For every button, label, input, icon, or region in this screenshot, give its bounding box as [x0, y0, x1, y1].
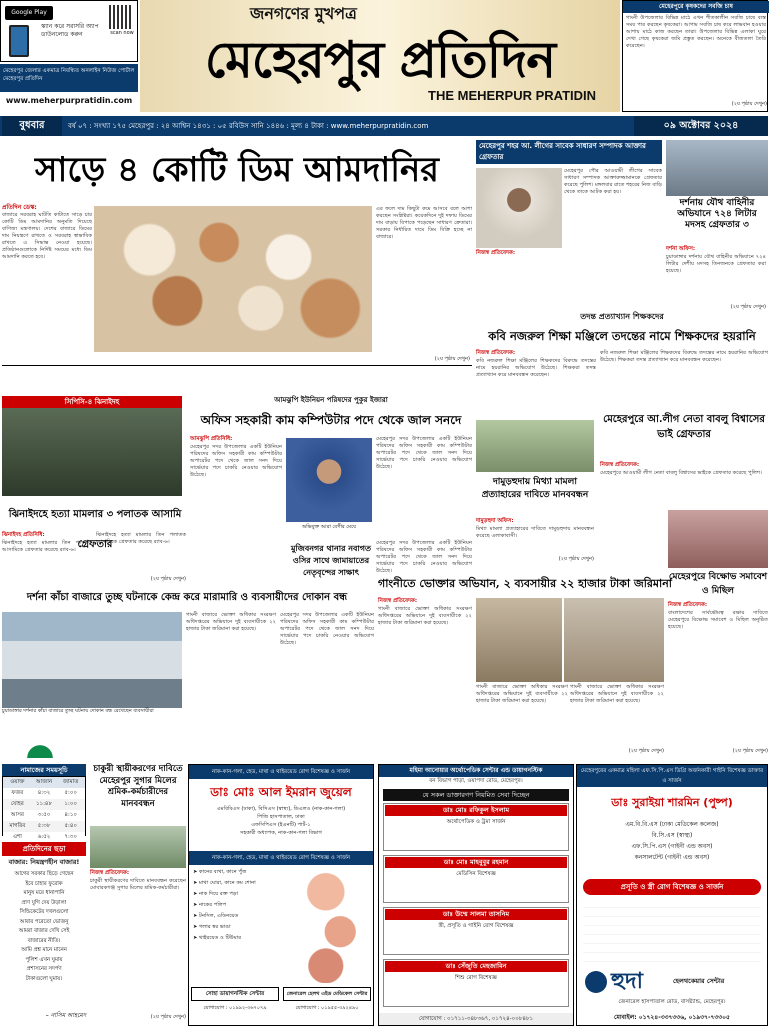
kobi-text: কবি নজরুল শিক্ষা মঞ্জিলের শিক্ষকদের বিরুদ্ধে তদন্তের নামে হয়রানির অভিযোগ উঠেছে। শিক্ষকরা তদন্ত প্রত্যাখ্যান করে মানববন্ধন করেছেন।: [476, 358, 596, 378]
ent-service-item: ➤ কানের ব্যথা, কানে পুঁজ: [193, 869, 247, 875]
damudhya-more[interactable]: (২য় পৃষ্ঠায় দেখুন): [558, 556, 594, 562]
akter-photo: [476, 168, 562, 248]
gangni-byline: নিজস্ব প্রতিবেদক:: [378, 598, 418, 604]
right-top-byline: নিজস্ব প্রতিবেদক:: [476, 250, 516, 256]
market-text2: মেহেরপুর সদর উপজেলার একটি ইউনিয়ন পরিষদের অফিস সহকারী কাম কম্পিউটার অপারেটর পদে থেকে জাল সনদ দিয়ে সার্ভেয়ার পদে চাকরি নেওয়ার অভিযোগ উঠেছে।: [280, 612, 374, 646]
date-bar: [0, 116, 768, 136]
leader-byline: নিজস্ব প্রতিবেদক:: [600, 462, 640, 468]
lead-headline[interactable]: সাড়ে ৪ কোটি ডিম আমদানির: [35, 150, 439, 190]
mohima-doctor-name[interactable]: ডাঃ সেঁজুতি মেহজাবিন: [385, 961, 567, 972]
ent-service-item: ➤ নাকের পলিপ: [193, 902, 227, 908]
poem-line: ইবে চাহার ফুরোক: [25, 880, 63, 887]
teachers-photo: [90, 826, 186, 868]
suraiya-specialty: প্রসূতি ও স্ত্রী রোগ বিশেষজ্ঞ ও সার্জন: [583, 879, 761, 895]
right-top-text: মেহেরপুর পৌর আওয়ামী লীগের সাবেক সাধারণ সম্পাদক আক্তারুজ্জামানকে গ্রেফতার করেছে পুলিশ। মঙ্গলবার রাতে শহরের নিজ বাড়ি থেকে তাকে আটক করা হয়।: [564, 168, 662, 195]
masthead: [0, 0, 768, 114]
namaz-cell: জামাত: [63, 779, 79, 785]
liquor-photo: [666, 140, 768, 196]
namaz-cell: মাগরিব: [9, 823, 26, 829]
mohima-doctor-spec: মেডিসিন বিশেষজ্ঞ: [456, 871, 496, 877]
namaz-cell: ৪:৩২: [37, 790, 51, 796]
right-box: [622, 0, 768, 112]
weekday: বুধবার: [2, 116, 62, 136]
damudhya-byline: দামুড়হুদা অফিস:: [476, 518, 514, 524]
qr-code-icon[interactable]: [109, 5, 133, 29]
namaz-row: [3, 788, 85, 799]
namaz-row: [3, 799, 85, 810]
leader-intro: কবি নজরুল শিক্ষা মঞ্জিলের শিক্ষকদের বিরুদ্ধে তদন্তের নামে হয়রানির অভিযোগ উঠেছে। শিক্ষকরা তদন্ত প্রত্যাখ্যান করে মানববন্ধন করেছেন।: [600, 350, 768, 363]
woman-photo: [286, 438, 372, 522]
protest-photo: [668, 510, 768, 568]
tagline: জনগণের মুখপত্র: [250, 4, 357, 23]
ent-chamber1: সোহা ডায়াগনস্টিক সেন্টার: [191, 987, 279, 1001]
gangni-more[interactable]: (২য় পৃষ্ঠায় দেখুন): [628, 748, 664, 754]
mohima-doctor-name[interactable]: ডাঃ উম্মে সালমা তাসনিম: [385, 909, 567, 920]
namaz-cell: ১১:৪৮: [35, 801, 53, 807]
namaz-row: [3, 810, 85, 821]
gangni-text: গাংনী বাজারে ভোক্তা অধিকার সংরক্ষণ অধিদপ্তরের অভিযানে দুই ব্যবসায়ীকে ২২ হাজার টাকা জরিমানা করা হয়েছে।: [378, 606, 472, 626]
mohima-doctor-card: [383, 803, 569, 851]
ent-service-item: ➤ গলার স্বর ভাঙা: [193, 924, 231, 930]
lead-byline: প্রতিদিন ডেস্ক:: [2, 204, 37, 211]
ent-ad: [188, 764, 374, 1026]
namaz-cell: আসর: [10, 812, 24, 818]
namaz-cell: ৩:৫০: [37, 812, 51, 818]
ent-degrees: এমবিবিএস (ঢাকা), বিসিএস (স্বাস্থ্য), ডিএলও (নাক-কান-গলা) পিজি হাসপাতাল, ঢাকা এফসিপিএস (ইএনটি) পার্ট-১ সহকারী অধ্যাপক, নাক-কান-গলা বিভাগ: [216, 806, 346, 836]
damudhya-text: মিথ্যা মামলা প্রত্যাহারের দাবিতে দামুড়হুদায় মানববন্ধন করেছে এলাকাবাসী।: [476, 526, 594, 539]
vgf-more[interactable]: (২য় পৃষ্ঠায় দেখুন): [730, 304, 766, 310]
namaz-table: [2, 776, 86, 840]
vgf-byline: দর্শনা অফিস:: [666, 246, 696, 252]
eggs-photo: [94, 206, 372, 352]
murder-more[interactable]: (২য় পৃষ্ঠায় দেখুন): [150, 576, 186, 582]
poem-line: আবার পরেতো ভোজনু: [19, 918, 69, 925]
sales-kicker: আমঝুপি ইউনিয়ন পরিষদের পুকুর ইজারা: [274, 396, 388, 404]
ent-section2: নাক-কান-গলা, হেড, মাথা ও থাইরয়েড রোগ বিশেষজ্ঞ ও সার্জন: [189, 851, 373, 865]
gangni-photo-1: [476, 598, 562, 682]
mohima-doctor-card: [383, 907, 569, 955]
namaz-cell: ৫:০০: [64, 790, 77, 796]
website-label[interactable]: www.meherpurpratidin.com: [5, 96, 133, 105]
namaz-cell: ৪:১০: [64, 812, 77, 818]
left-strip: মেহেরপুর জেলার একমাত্র নিবন্ধিত অনলাইন নিউজ পোর্টাল মেহেরপুর প্রতিদিন: [0, 64, 138, 92]
ent-service-item: ➤ নাক দিয়ে রক্ত পড়া: [193, 891, 239, 897]
mohima-doctor-spec: স্ত্রী, প্রসূতি ও গাইনি রোগ বিশেষজ্ঞ: [438, 923, 514, 929]
kobi-photo: [476, 420, 594, 472]
right-top-head[interactable]: মেহেরপুর শহর আ. লীগের সাবেক সাধারণ সম্পাদক আক্তার গ্রেফতার: [476, 140, 662, 164]
leader-headline[interactable]: মেহেরপুরে আ.লীগ নেতা বাবলু বিশ্বাসের ভাই গ্রেফতার: [603, 414, 765, 440]
namaz-cell: ওয়াক্ত: [10, 779, 25, 785]
market-headline[interactable]: দর্শনা কাঁচা বাজারে তুচ্ছ ঘটনাকে কেন্দ্র করে মারামারি ও ব্যবসায়ীদের দোকান বন্ধ: [26, 592, 348, 603]
namaz-header-row: [3, 777, 85, 788]
english-title: THE MEHERPUR PRATIDIN: [428, 88, 597, 103]
rule-lead: [2, 365, 472, 366]
mohima-doctor-name[interactable]: ডাঃ মোঃ মাহবুবুর রহমান: [385, 857, 567, 868]
suraiya-top: মেহেরপুরের একমাত্র মহিলা এফ.সি.পি.এস ডিগ্রি অর্জনকারী গাইনি বিশেষজ্ঞ ডাক্তার ও সার্জন: [577, 765, 767, 787]
murder-headline[interactable]: ঝিনাইদহে হত্যা মামলার ৩ পলাতক আসামি গ্রেফতার: [8, 509, 182, 550]
right-box-text: গাংনী উপজেলার বিভিন্ন মাঠে এখন শীতকালীন সবজি চাষে ব্যস্ত সময় পার করছেন কৃষকেরা। আগাম সবজি চাষ করে লাভবান হওয়ার আশায় মাঠে কাজ করছেন তারা। উপজেলার বিভিন্ন এলাকা ঘুরে দেখা গেছে কৃষকেরা জমি প্রস্তুত করছেন। অনেকে বীজতলা তৈরি করেছেন।: [626, 15, 766, 49]
mohima-banner: যে সকল ডাক্তারগণ নিয়মিত সেবা দিচ্ছেন: [383, 789, 569, 801]
mujibnagar-headline[interactable]: মুজিবনগর থানার নবাগত ওসির সাথে জামায়াতের নেতৃবৃন্দের সাক্ষাৎ: [290, 543, 372, 577]
market-photo: [2, 612, 182, 708]
mohima-ad: [378, 764, 574, 1026]
teachers-headline[interactable]: চাকুরী স্থায়ীকরণের দাবিতে মেহেরপুর সুগার মিলের শ্রমিক-কর্মচারীদের মানববন্ধন: [93, 764, 183, 809]
murder-photo: [2, 408, 182, 496]
market-text: গাংনী বাজারে ভোক্তা অধিকার সংরক্ষণ অধিদপ্তরের অভিযানে দুই ব্যবসায়ীকে ২২ হাজার টাকা জরিমানা করা হয়েছে।: [186, 612, 276, 632]
suraiya-degrees: এম.বি.বি.এস (ঢাকা মেডিকেল কলেজ) বি.সি.এস (স্বাস্থ্য) এফ.সি.পি.এস (গাইনী এন্ড অবস) কনসালটেন্ট (গাইনী এন্ড অবস): [625, 821, 719, 861]
mohima-address: বন বিভাগ পাড়া, ওয়াপদা রোড, মেহেরপুর।: [429, 778, 523, 784]
woman-caption: অভিযুক্ত আরা বেগীর মেয়ে: [301, 524, 357, 530]
ent-chamber2: জেনারেল হেলথ এইড মেডিকেল সেন্টার: [283, 987, 371, 1001]
murder-photo-label: সিপিসি-৪ ঝিনাইদহ: [2, 396, 182, 408]
namaz-cell: যোহর: [10, 801, 24, 807]
issue-info: বর্ষ ০৭ : সংখ্যা ১৭৫ মেহেরপুর : ২৪ আশ্বিন ১৪৩১ : ০৫ রবিউস সানি ১৪৪৬ : মূল্য ৪ টাকা : www.meherpurpratidin.com: [68, 122, 429, 130]
teachers-more[interactable]: (২য় পৃষ্ঠায় দেখুন): [150, 1014, 186, 1020]
mohima-title: মহিমা আনোয়ার অর্থোপেডিক সেন্টার এন্ড ডায়াগনস্টিক: [379, 765, 573, 777]
murder-text: ঝিনাইদহে হত্যা মামলার তিন পলাতক আসামিকে গ্রেফতার করেছে র‌্যাব-৬।: [2, 540, 92, 553]
poem-line: প্রশাসনের সদর্পণ: [26, 966, 62, 972]
issue-date: ০৯ অক্টোবর ২০২৪: [634, 116, 768, 136]
poem-author: – নাসিম আহমেদ: [45, 1012, 86, 1019]
namaz-row: [3, 821, 85, 832]
suraiya-doctor[interactable]: ডাঃ সুরাইয়া শারমিন (পুষ্প): [611, 796, 733, 809]
poem-line: প্রাণ যুগি দেয় উড়াল!: [21, 899, 67, 906]
protest-headline[interactable]: মেহেরপুরে বিক্ষোভ সমাবেশ ও মিছিল: [668, 572, 768, 596]
gangni-text2: গাংনী বাজারে ভোক্তা অধিকার সংরক্ষণ অধিদপ্তরের অভিযানে দুই ব্যবসায়ীকে ২২ হাজার টাকা জরিমানা করা হয়েছে।: [476, 684, 568, 704]
scan-now-label: scan now: [110, 30, 134, 36]
mujibnagar-text: মেহেরপুর সদর উপজেলার একটি ইউনিয়ন পরিষদের অফিস সহকারী কাম কম্পিউটার অপারেটর পদে থেকে জাল সনদ দিয়ে সার্ভেয়ার পদে চাকরি নেওয়ার অভিযোগ উঠেছে।: [376, 540, 472, 574]
ent-service-item: ➤ টনসিল, এডিনয়েড: [193, 913, 239, 919]
app-promo-box: [0, 0, 138, 62]
vgf-text: চুয়াডাঙ্গার দর্শনায় যৌথ বাহিনীর অভিযানে ৭২৪ লিটার দেশীয় মদসহ তিনজনকে গ্রেফতার করা হয়েছে।: [666, 254, 766, 274]
poem-title: বাজার: নিয়ন্ত্রণহীন বাজার!: [8, 858, 80, 866]
sales-byline: আমঝুপি প্রতিনিধি:: [190, 436, 233, 442]
newspaper-title: মেহেরপুর প্রতিদিন: [204, 30, 556, 89]
leader-text: মেহেরপুরে আওয়ামী লীগ নেতা বাবলু বিশ্বাসের ভাইকে গ্রেফতার করেছে পুলিশ।: [600, 470, 762, 476]
namaz-cell: এশা: [12, 834, 22, 840]
suraiya-brand: হুদা: [611, 969, 643, 994]
poem-line: মানুষ মরে ধানাপানি: [23, 890, 65, 896]
damudhya-headline[interactable]: দামুড়হুদায় মিথ্যা মামলা প্রত্যাহারের দাবিতে মানববন্ধন: [481, 477, 589, 500]
lead-more[interactable]: (২য় পৃষ্ঠায় দেখুন): [434, 356, 470, 362]
ent-service-item: ➤ মাথা ঘোরা, কানে কম শোনা: [193, 880, 256, 886]
kobi-headline[interactable]: কবি নজরুল শিক্ষা মঞ্জিলে তদন্তের নামে শিক্ষকদের হয়রানি: [488, 329, 756, 343]
phone-icon: [9, 25, 29, 57]
sales-headline[interactable]: অফিস সহকারী কাম কম্পিউটার পদে থেকে জাল সনদে: [200, 413, 462, 427]
protest-more[interactable]: (২য় পৃষ্ঠায় দেখুন): [732, 748, 768, 754]
suraiya-ad: [576, 764, 768, 1026]
ent-phone1[interactable]: যোগাযোগ : ০১৯৯২-৩৬৭০৭৯: [203, 1005, 267, 1011]
teachers-byline: নিজস্ব প্রতিবেদক:: [90, 870, 130, 876]
market-caption: চুয়াডাঙ্গার দর্শনার কাঁচা বাজারে তুচ্ছ ঘটনায় দোকান বন্ধ রেখেছেন ব্যবসায়ীরা: [2, 708, 154, 714]
mohima-doctor-spec: অর্থোপেডিক ও ট্রমা সার্জন: [446, 819, 506, 825]
poem-line: বাজারের নীতি।: [27, 937, 61, 944]
mohima-phone[interactable]: যোগাযোগ : ০১৭১১-৩৪৮৩৬৭, ০১৭২৪-০০৮৪৮১: [379, 1013, 573, 1025]
mohima-doctors: [383, 803, 569, 1011]
lead-col2: এর ফলে দাম কিছুটা কমে আসবে বলে আশা করছেন সংশ্লিষ্টরা। কয়েকদিনে দুই দফায় ডিমের দাম বাড়ায় বিপাকে পড়েছেন সাধারণ ক্রেতারা। সরকার নির্ধারিত দামে ডিম বিক্রি হচ্ছে না বাজারে।: [376, 206, 472, 240]
teachers-text: চাকুরী স্থায়ীকরণের দাবিতে মানববন্ধন করেছেন মোবারকগঞ্জ সুগার মিলের শ্রমিক-কর্মচারীরা।: [90, 878, 186, 891]
promo-text: স্ক্যান করে সরাসরি অ্যাপ ডাউনলোড করুন: [41, 23, 99, 38]
protest-byline: নিজস্ব প্রতিবেদক:: [668, 602, 708, 608]
suraiya-brand-sub: হেলথকেয়ার সেন্টার: [673, 977, 725, 985]
murder-byline: ঝিনাইদহ প্রতিনিধি:: [2, 532, 45, 538]
namaz-title: নামাজের সময়সূচি: [2, 764, 86, 776]
protest-text: বাংলাদেশের সার্বভৌমত্ব রক্ষার দাবিতে মেহেরপুরে বিক্ষোভ সমাবেশ ও মিছিল অনুষ্ঠিত হয়েছে।: [668, 610, 768, 630]
sales-text: মেহেরপুর সদর উপজেলার একটি ইউনিয়ন পরিষদের অফিস সহকারী কাম কম্পিউটার অপারেটর পদে থেকে জাল সনদ দিয়ে সার্ভেয়ার পদে চাকরি নেওয়ার অভিযোগ উঠেছে।: [190, 444, 282, 478]
ent-service-item: ➤ থাইরয়েড ও টিউমার: [193, 935, 242, 941]
gangni-headline[interactable]: গাংনীতে ভোক্তার অভিযান, ২ ব্যবসায়ীর ২২ হাজার টাকা জরিমানা: [378, 577, 672, 590]
namaz-cell: ৭:৩০: [64, 834, 77, 840]
ent-doctor[interactable]: ডাঃ মোঃ আল ইমরান জুয়েল: [210, 785, 352, 799]
namaz-cell: ৬:৫২: [37, 834, 51, 840]
poem-line: আগের সরকার ছিড়ে গেছেন: [14, 871, 74, 877]
suraiya-phone[interactable]: মোবাইল: ০১৭২৪-৩৩৭৩৩৬, ০১৯৩৭-৭৩৩০৫: [614, 1014, 730, 1021]
namaz-cell: ১:০০: [64, 801, 77, 807]
kobi-byline: নিজস্ব প্রতিবেদক:: [476, 350, 516, 356]
poem-line: পুলিশ এখন ঘুমায়: [25, 956, 63, 963]
ent-ad-top: নাক-কান-গলা, হেড, মাথা ও থাইরয়েড রোগ বিশেষজ্ঞ ও সার্জন: [189, 765, 373, 779]
poem-lines: [2, 870, 86, 1010]
ent-services: [193, 867, 293, 985]
gangni-photo-2: [564, 598, 664, 682]
mohima-doctor-card: [383, 959, 569, 1007]
murder-text2: ঝিনাইদহে হত্যা মামলার তিন পলাতক আসামিকে গ্রেফতার করেছে র‌্যাব-৬।: [96, 532, 186, 545]
namaz-cell: ফজর: [11, 790, 24, 796]
mohima-doctor-spec: শিশু রোগ বিশেষজ্ঞ: [455, 975, 497, 981]
gangni-text3: গাংনী বাজারে ভোক্তা অধিকার সংরক্ষণ অধিদপ্তরের অভিযানে দুই ব্যবসায়ীকে ২২ হাজার টাকা জরিমানা করা হয়েছে।: [570, 684, 664, 704]
huda-logo: [585, 971, 607, 993]
namaz-cell: ৫:৪০: [64, 823, 77, 829]
namaz-cell: ৫:৩৮: [37, 823, 51, 829]
poem-line: সিন্ডিকেটের দখলগুলো: [19, 909, 69, 915]
poem-line: টাকাগুলো ঘুমায়।: [25, 975, 63, 982]
right-box-head: মেহেরপুরে কৃষকদের সবজি চাষ: [623, 1, 769, 13]
ent-phone2[interactable]: যোগাযোগ : ০১৯৫৫-৩৯২৪৯০: [295, 1005, 359, 1011]
suraiya-address: জেনারেল হাসপাতাল রোড, বাসষ্ট্যান্ড, মেহেরপুর।: [618, 999, 726, 1005]
suraiya-services: [583, 899, 761, 967]
lead-col1: বাজারে সরবরাহ ঘাটতি কাটাতে সাড়ে চার কোটি ডিম আমদানির অনুমতি দিয়েছে বাণিজ্য মন্ত্রণালয়। দেশের বাজারে ডিমের দাম নিয়ন্ত্রণে রাখতে ও সরবরাহ স্বাভাবিক রাখতে এ সিদ্ধান্ত নেওয়া হয়েছে। প্রতিষ্ঠানগুলোকে নির্দিষ্ট সময়ের মধ্যে ডিম আমদানি করতে হবে।: [2, 212, 92, 260]
namaz-cell: আজান: [35, 779, 53, 785]
vgf-headline[interactable]: দর্শনায় যৌথ বাহিনীর অভিযানে ৭২৪ লিটার মদসহ গ্রেফতার ৩: [677, 198, 757, 230]
poem-box-title: প্রতিদিনের ছড়া: [2, 842, 86, 856]
mohima-doctor-card: [383, 855, 569, 903]
kobi-kicker: তদন্ত প্রত্যাখ্যান শিক্ষকদের: [580, 312, 664, 321]
poem-line: আমি প্রশ্ন মানে মানেন: [21, 947, 67, 953]
google-play-badge[interactable]: Google Play: [5, 6, 53, 20]
sales-text2: মেহেরপুর সদর উপজেলার একটি ইউনিয়ন পরিষদের অফিস সহকারী কাম কম্পিউটার অপারেটর পদে থেকে জাল সনদ দিয়ে সার্ভেয়ার পদে চাকরি নেওয়ার অভিযোগ উঠেছে।: [376, 436, 472, 470]
mosque-icon: [10, 738, 70, 758]
poem-line: আমরা বাজার দেখি সেই: [18, 928, 70, 934]
right-box-more[interactable]: (২য় পৃষ্ঠায় দেখুন): [731, 101, 767, 107]
mohima-doctor-name[interactable]: ডাঃ মোঃ রফিকুল ইসলাম: [385, 805, 567, 816]
ear-illustration: [297, 869, 369, 983]
